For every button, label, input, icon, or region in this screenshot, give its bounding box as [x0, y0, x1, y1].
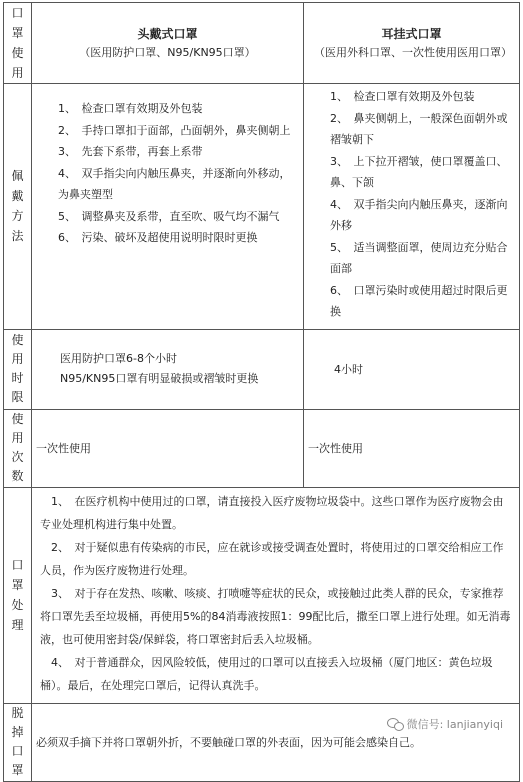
col-subtitle-headband: （医用防护口罩、N95/KN95口罩）	[32, 44, 303, 62]
col-title-earloop: 耳挂式口罩	[304, 24, 519, 44]
row-label-header	[4, 3, 32, 84]
col-title-headband: 头戴式口罩	[32, 24, 303, 44]
step-item: 5、 调整鼻夹及系带，直至吹、吸气均不漏气	[58, 206, 295, 228]
step-item: 6、 口罩污染时或使用超过时限后更换	[330, 280, 513, 323]
col-header-earloop	[304, 3, 520, 84]
label-text: 佩戴方法	[11, 166, 25, 246]
label-text: 口罩使用	[11, 3, 25, 83]
step-item: 3、 上下拉开褶皱，使口罩覆盖口、鼻、下颌	[330, 151, 513, 194]
wearing-headband-steps	[32, 84, 304, 330]
removal-instructions	[32, 703, 520, 781]
removal-text: 必须双手摘下并将口罩朝外折，不要触碰口罩的外表面，因为可能会感染自己。	[36, 736, 421, 749]
label-text: 脱掉口罩	[11, 704, 25, 780]
label-text: 使用次数	[11, 410, 25, 486]
use-count-value: 一次性使用	[36, 442, 91, 455]
time-limit-line: 医用防护口罩6-8个小时	[60, 349, 303, 369]
removal-row	[4, 703, 520, 781]
time-limit-line: N95/KN95口罩有明显破损或褶皱时更换	[60, 369, 303, 389]
row-label-removal	[4, 703, 32, 781]
disposal-item: 4、 对于普通群众，因风险较低，使用过的口罩可以直接丢入垃圾桶（厦门地区：黄色垃圾桶）。最后，在处理完口罩后，记得认真洗手。	[40, 651, 513, 697]
header-row	[4, 3, 520, 84]
disposal-item: 2、 对于疑似患有传染病的市民，应在就诊或接受调查处置时，将使用过的口罩交给相应工作人员，作为医疗废物进行处理。	[40, 536, 513, 582]
disposal-row	[4, 487, 520, 703]
disposal-instructions	[32, 487, 520, 703]
watermark	[387, 716, 503, 732]
use-count-earloop	[304, 409, 520, 487]
disposal-item: 1、 在医疗机构中使用过的口罩，请直接投入医疗废物垃圾袋中。这些口罩作为医疗废物会由专业处理机构进行集中处置。	[40, 490, 513, 536]
step-item: 2、 鼻夹侧朝上，一般深色面朝外或褶皱朝下	[330, 108, 513, 151]
time-limit-headband	[32, 329, 304, 409]
col-subtitle-earloop: （医用外科口罩、一次性使用医用口罩）	[304, 44, 519, 62]
step-item: 4、 双手指尖向内触压鼻夹，并逐渐向外移动，为鼻夹塑型	[58, 163, 295, 206]
wearing-row	[4, 84, 520, 330]
mask-usage-table	[3, 2, 520, 782]
row-label-wearing	[4, 84, 32, 330]
time-limit-value: 4小时	[334, 363, 363, 376]
disposal-item: 3、 对于存在发热、咳嗽、咳痰、打喷嚏等症状的民众，或接触过此类人群的民众，专家推荐将口罩先丢至垃圾桶，再使用5%的84消毒液按照1：99配比后，撒至口罩上进行处理。如无消毒液，也可使用密封袋/保鲜袋，将口罩密封后丢入垃圾桶。	[40, 582, 513, 651]
time-limit-earloop	[304, 329, 520, 409]
use-count-headband	[32, 409, 304, 487]
step-item: 1、 检查口罩有效期及外包装	[58, 98, 295, 120]
watermark-text: 微信号: lanjianyiqi	[407, 716, 503, 732]
col-header-headband	[32, 3, 304, 84]
step-item: 3、 先套下系带，再套上系带	[58, 141, 295, 163]
label-text: 使用时限	[11, 331, 25, 407]
wechat-icon	[387, 718, 403, 730]
step-item: 2、 手持口罩扣于面部，凸面朝外，鼻夹侧朝上	[58, 120, 295, 142]
use-count-row	[4, 409, 520, 487]
use-count-value: 一次性使用	[308, 442, 363, 455]
wearing-earloop-steps	[304, 84, 520, 330]
step-item: 4、 双手指尖向内触压鼻夹，逐渐向外移	[330, 194, 513, 237]
time-limit-row	[4, 329, 520, 409]
step-item: 5、 适当调整面罩，使周边充分贴合面部	[330, 237, 513, 280]
step-item: 6、 污染、破坏及超使用说明时限时更换	[58, 227, 295, 249]
row-label-use-count	[4, 409, 32, 487]
row-label-time-limit	[4, 329, 32, 409]
label-text: 口罩处理	[11, 555, 25, 635]
row-label-disposal	[4, 487, 32, 703]
step-item: 1、 检查口罩有效期及外包装	[330, 86, 513, 108]
